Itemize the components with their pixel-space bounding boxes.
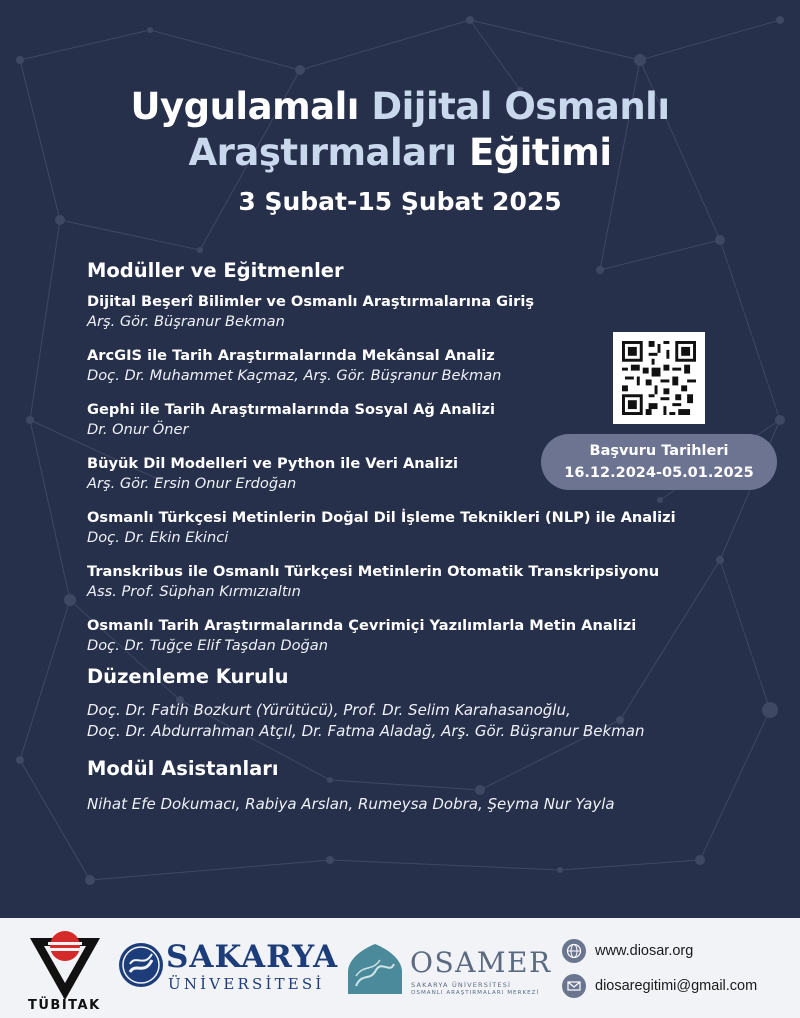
module-title: Osmanlı Türkçesi Metinlerin Doğal Dil İşleme Teknikleri (NLP) ile Analizi [87, 509, 676, 526]
module-title: Dijital Beşerî Bilimler ve Osmanlı Araştırmalarına Giriş [87, 293, 535, 310]
website-link[interactable]: www.diosar.org [595, 943, 694, 959]
title-part-1: Uygulamalı [130, 85, 359, 128]
module-instructors: Doç. Dr. Muhammet Kaçmaz, Arş. Gör. Büşranur Bekman [87, 367, 502, 384]
assistants-heading: Modül Asistanları [87, 757, 279, 780]
committee-heading: Düzenleme Kurulu [87, 665, 289, 688]
sakarya-subtitle: ÜNİVERSİTESİ [168, 975, 325, 993]
envelope-icon [562, 974, 586, 998]
application-range: 16.12.2024-05.01.2025 [564, 465, 754, 481]
title-part-2: Dijital Osmanlı [371, 85, 670, 128]
module-title: ArcGIS ile Tarih Araştırmalarında Mekânsal Analiz [87, 347, 495, 364]
module-title: Transkribus ile Osmanlı Türkçesi Metinlerin Otomatik Transkripsiyonu [87, 563, 660, 580]
qr-code[interactable] [613, 332, 705, 424]
committee-line-2: Doç. Dr. Abdurrahman Atçıl, Dr. Fatma Aladağ, Arş. Gör. Büşranur Bekman [87, 722, 645, 740]
event-dates: 3 Şubat-15 Şubat 2025 [238, 187, 562, 216]
application-label: Başvuru Tarihleri [589, 443, 729, 459]
title-part-3: Araştırmaları [188, 131, 457, 174]
sakarya-emblem-icon [118, 942, 164, 988]
sakarya-wordmark: SAKARYA [166, 939, 339, 975]
email-row[interactable] [562, 975, 757, 997]
module-item [87, 292, 777, 332]
module-instructors: Arş. Gör. Büşranur Bekman [87, 313, 285, 330]
module-title: Büyük Dil Modelleri ve Python ile Veri Analizi [87, 455, 459, 472]
osamer-emblem-icon [346, 942, 404, 996]
module-instructors: Doç. Dr. Tuğçe Elif Taşdan Doğan [87, 637, 328, 654]
module-item [87, 616, 777, 656]
application-dates-badge [541, 434, 777, 490]
osamer-subtitle-1: SAKARYA ÜNİVERSİTESİ [411, 981, 512, 989]
globe-icon [562, 939, 586, 963]
poster-title [0, 84, 800, 176]
module-instructors: Doç. Dr. Ekin Ekinci [87, 529, 229, 546]
module-instructors: Arş. Gör. Ersin Onur Erdoğan [87, 475, 297, 492]
email-link[interactable]: diosaregitimi@gmail.com [595, 978, 758, 994]
module-instructors: Ass. Prof. Süphan Kırmızıaltın [87, 583, 301, 600]
website-row[interactable] [562, 940, 693, 962]
module-title: Gephi ile Tarih Araştırmalarında Sosyal Ağ Analizi [87, 401, 495, 418]
assistants-names: Nihat Efe Dokumacı, Rabiya Arslan, Rumeysa Dobra, Şeyma Nur Yayla [87, 795, 615, 813]
module-item [87, 562, 777, 602]
module-title: Osmanlı Tarih Araştırmalarında Çevrimiçi Yazılımlarla Metin Analizi [87, 617, 637, 634]
module-instructors: Dr. Onur Öner [87, 421, 189, 438]
osamer-subtitle-2: OSMANLI ARAŞTIRMALARI MERKEZİ [411, 990, 540, 996]
footer [0, 918, 800, 1018]
modules-heading: Modüller ve Eğitmenler [87, 259, 344, 282]
tubitak-wordmark: TÜBİTAK [28, 998, 101, 1013]
module-item [87, 508, 777, 548]
osamer-wordmark: OSAMER [410, 946, 552, 979]
qr-code-pattern [622, 341, 696, 415]
committee-line-1: Doç. Dr. Fatih Bozkurt (Yürütücü), Prof. Dr. Selim Karahasanoğlu, [87, 701, 571, 719]
title-part-4: Eğitimi [468, 131, 612, 174]
